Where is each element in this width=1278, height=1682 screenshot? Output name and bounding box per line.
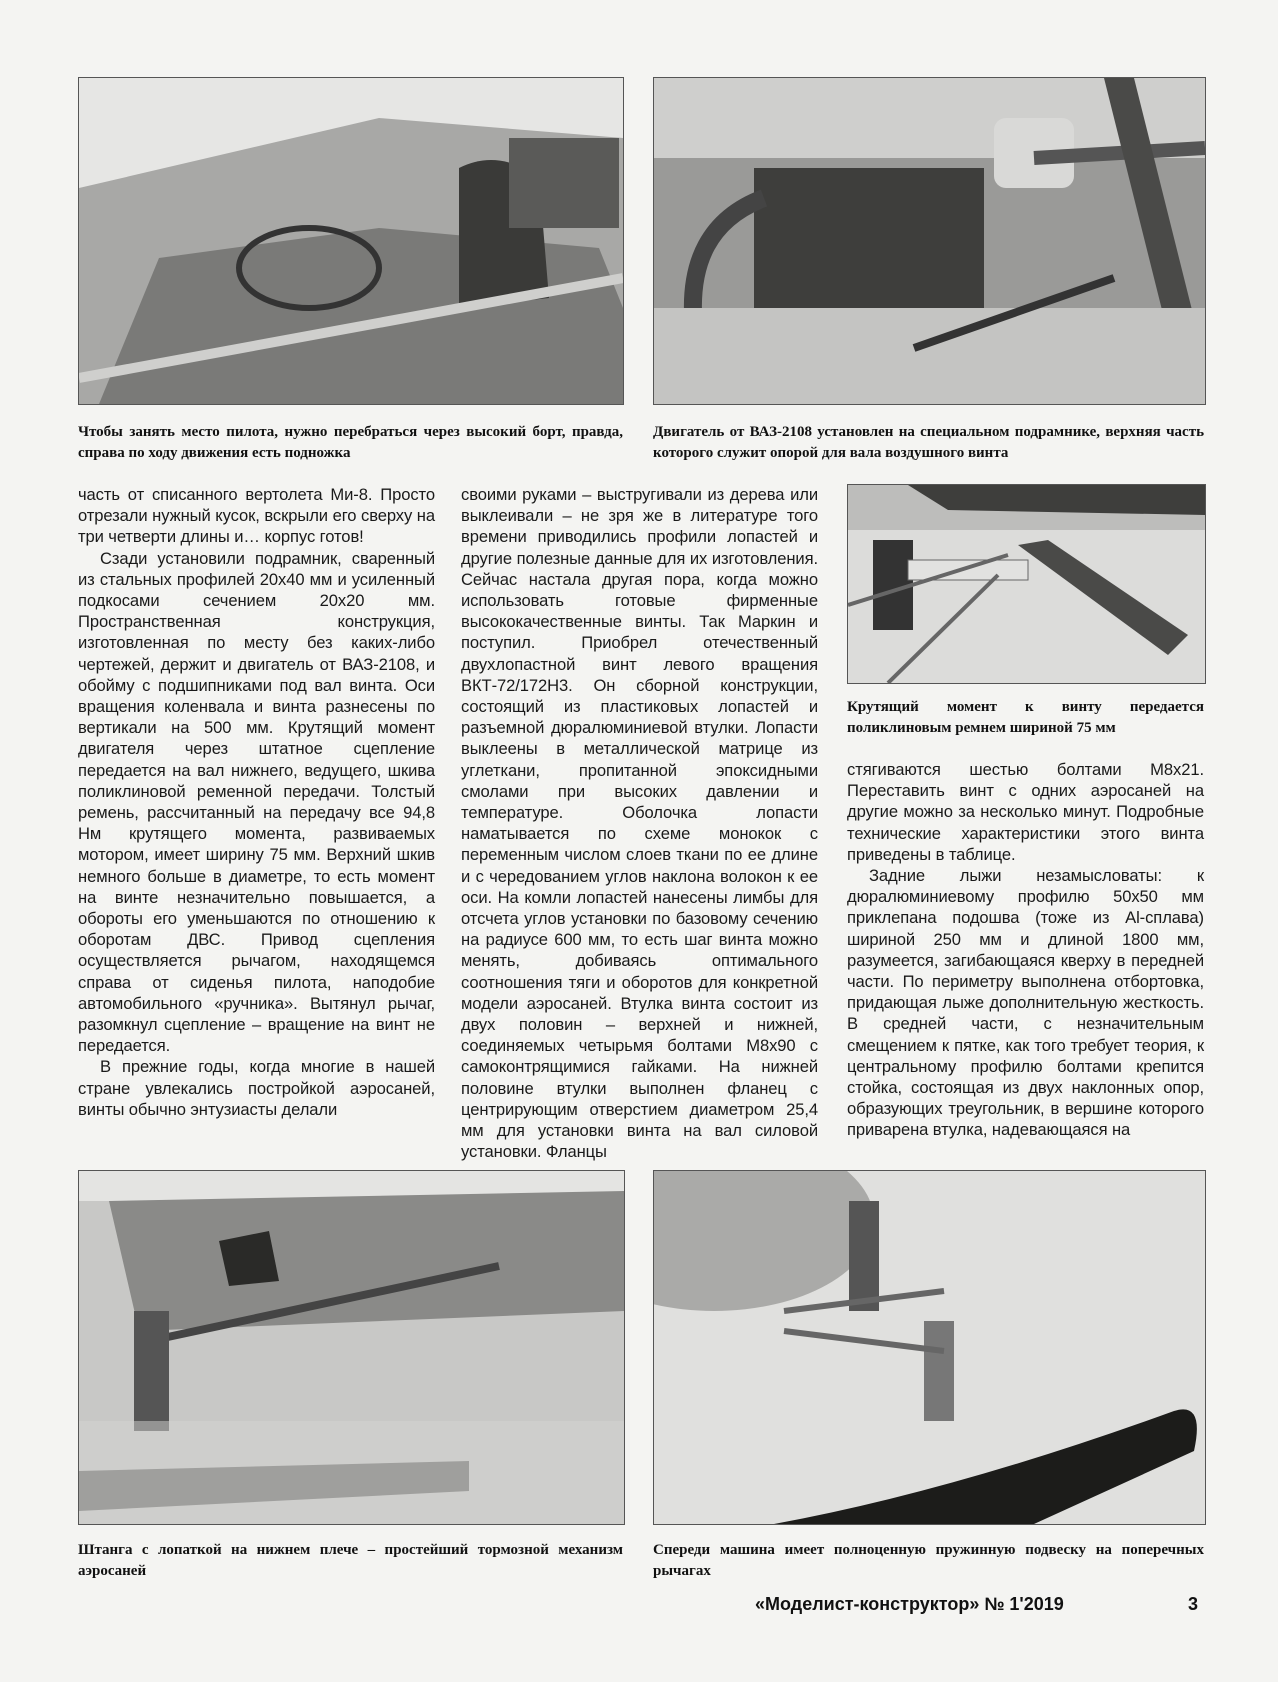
brake-caption: Штанга с лопаткой на нижнем плече – простейший тормозной механизм аэросаней: [78, 1542, 623, 1579]
col1-paragraph-2: Сзади установили подрамник, сваренный из стальных профилей 20х40 мм и усиленный подкосами сечением 20х20 мм. Пространственная конструкция, изготовленная по месту без каких-либо чертежей, держит и двигатель от ВАЗ-2108, и обойму с подшипниками под вал винта. Оси вращения коленвала и винта разнесены по вертикали на 500 мм. Крутящий момент двигателя через штатное сцепление передается на вал нижнего, ведущего, шкива поликлиновой ременной передачи. Толстый ремень, рассчитанный на передачу все 94,8 Нм крутящего момента, развиваемых мотором, имеет ширину 75 мм. Верхний шкив немного больше в диаметре, то есть момент на винте незначительно повышается, а обороты его уменьшаются по отношению к оборотам ДВС. Привод сцепления осуществляется рычагом, находящемся справа от сиденья пилота, наподобие автомобильного «ручника». Вытянул рычаг, разомкнул сцепление – вращение на винт не передается.: [78, 548, 435, 1056]
column-1: [78, 484, 435, 1120]
magazine-footer: «Моделист-конструктор» № 1'2019: [755, 1594, 1064, 1614]
brake-photo: [78, 1170, 625, 1525]
col2-paragraph-1: своими руками – выстругивали из дерева или выклеивали – не зря же в литературе того времени приводились профили лопастей и другие полезные данные для их изготовления. Сейчас настала другая пора, когда можно использовать готовые фирменные высококачественные винты. Так Маркин и поступил. Приобрел отечественный двухлопастной винт левого вращения ВКТ-72/172Н3. Он сборной конструкции, состоящий из пластиковых лопастей и разъемной дюралюминиевой втулки. Лопасти выклеены в металлической матрице из углеткани, пропитанной эпоксидными смолами при высоких давлении и температуре. Оболочка лопасти наматывается по схеме монокок с переменным числом слоев ткани по ее длине и с чередованием углов наклона волокон к ее оси. На комли лопастей нанесены лимбы для отсчета углов установки по базовому сечению на радиусе 600 мм, то есть шаг винта можно менять, добиваясь оптимального соотношения тяги и оборотов для конкретной модели аэросаней. Втулка винта состоит из двух половин – верхней и нижней, соединяемых четырьмя болтами М8х90 с самоконтрящимися гайками. На нижней половине втулки выполнен фланец с центрирующим отверстием диаметром 25,4 мм для установки винта на вал силовой установки. Фланцы: [461, 485, 818, 1162]
engine-photo: [653, 77, 1206, 405]
col3-paragraph-1: стягиваются шестью болтами М8х21. Переставить винт с одних аэросаней на другие можно за несколько минут. Подробные технические характеристики этого винта приведены в таблице.: [847, 760, 1204, 864]
col3-paragraph-2: Задние лыжи незамысловаты: к дюралюминиевому профилю 50х50 мм приклепана подошва (тоже из Al-сплава) шириной 250 мм и длиной 1800 мм, разумеется, загибающаяся кверху в передней части. По периметру выполнена отбортовка, придающая лыже дополнительную жесткость. В средней части, с незначительным смещением к пятке, как того требует теория, к центральному профилю болтами крепится стойка, состоящая из двух наклонных опор, образующих треугольник, в вершине которого приварена втулка, надевающаяся на: [847, 866, 1204, 1140]
column-2: [461, 484, 818, 1163]
propeller-caption: Крутящий момент к винту передается поликлиновым ремнем шириной 75 мм: [847, 699, 1204, 736]
suspension-photo: [653, 1170, 1206, 1525]
cockpit-caption: Чтобы занять место пилота, нужно перебраться через высокий борт, правда, справа по ходу движения есть подножка: [78, 424, 623, 461]
cockpit-photo: [78, 77, 624, 405]
propeller-photo: [847, 484, 1206, 684]
col1-paragraph-1: часть от списанного вертолета Ми-8. Просто отрезали нужный кусок, вскрыли его сверху на три четверти длины и… корпус готов!: [78, 485, 435, 547]
column-3: [847, 759, 1204, 1141]
page-number: 3: [1188, 1594, 1199, 1614]
suspension-caption: Спереди машина имеет полноценную пружинную подвеску на поперечных рычагах: [653, 1542, 1204, 1579]
col1-paragraph-3: В прежние годы, когда многие в нашей стране увлекались постройкой аэросаней, винты обычно энтузиасты делали: [78, 1057, 435, 1119]
engine-caption: Двигатель от ВАЗ-2108 установлен на специальном подрамнике, верхняя часть которого служит опорой для вала воздушного винта: [653, 424, 1204, 461]
